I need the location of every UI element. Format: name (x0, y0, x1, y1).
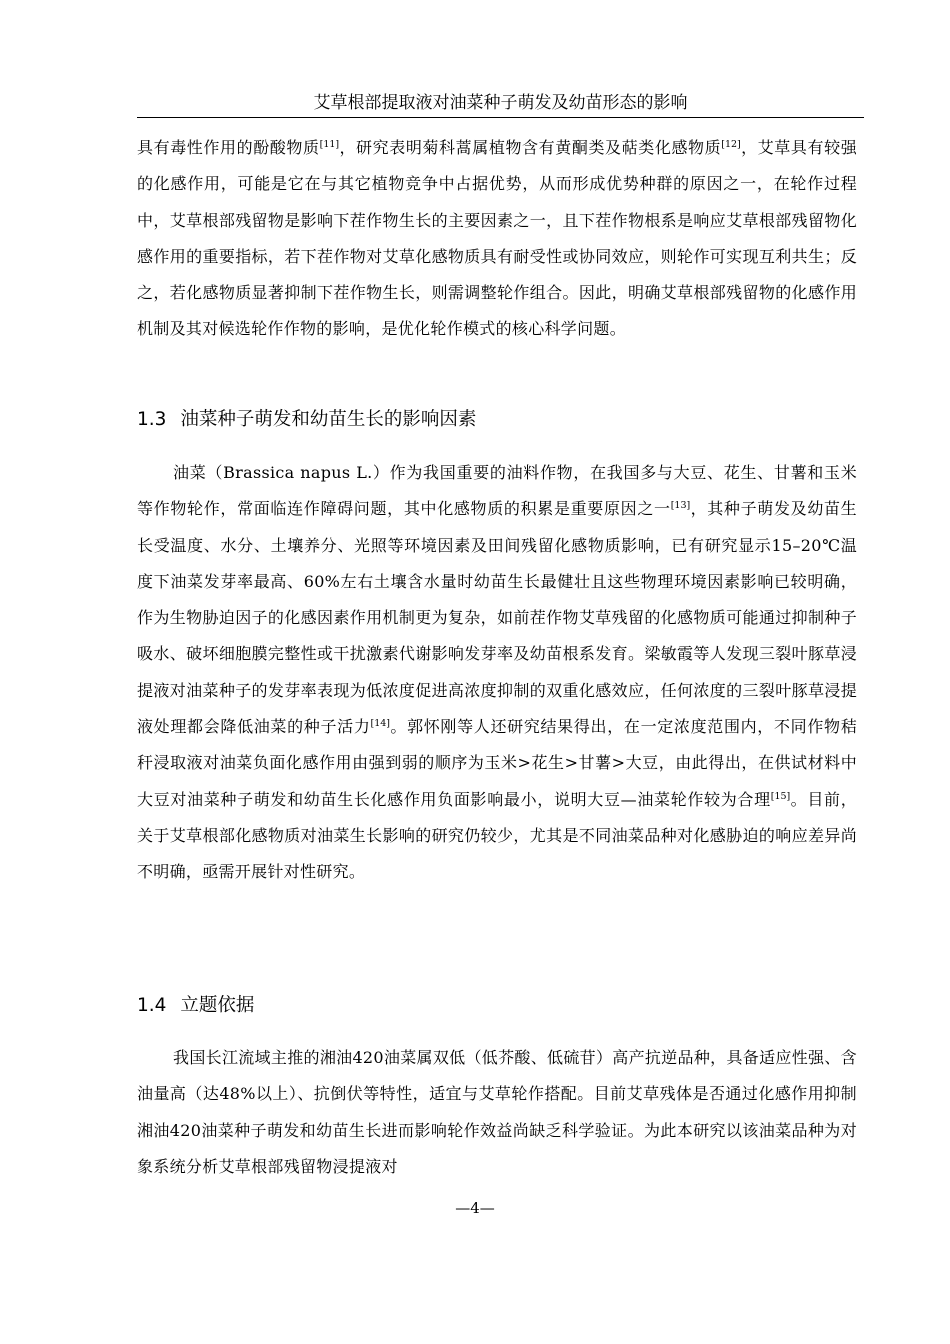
section-title: 立题依据 (180, 995, 255, 1016)
header-rule (137, 117, 864, 118)
paragraph-text: 具有毒性作用的酚酸物质 (137, 138, 320, 157)
paragraph-text: 。郭怀刚等人还研究结果得出，在一定浓度范围内，不同作物秸秆浸取液对油菜负面化感作用由强到弱的顺序为玉米>花生>甘薯>大豆，由此得出，在供试材料中大豆对油菜种子萌发和幼苗生长化感作用负面影响最小，说明大豆—油菜轮作较为合理 (137, 717, 857, 809)
paragraph-allelopathy-rotation (137, 130, 857, 348)
section-heading-1-4 (137, 993, 254, 1019)
section-number: 1.4 (137, 995, 167, 1016)
paragraph-text: ，艾草具有较强的化感作用，可能是它在与其它植物竞争中占据优势，从而形成优势种群的原因之一，在轮作过程中，艾草根部残留物是影响下茬作物生长的主要因素之一，且下茬作物根系是响应艾草根部残留物化感作用的重要指标，若下茬作物对艾草化感物质具有耐受性或协同效应，则轮作可实现互利共生；反之，若化感物质显著抑制下茬作物生长，则需调整轮作组合。因此，明确艾草根部残留物的化感作用机制及其对候选轮作作物的影响，是优化轮作模式的核心科学问题。 (137, 138, 857, 339)
paragraph-text: ，其种子萌发及幼苗生长受温度、水分、土壤养分、光照等环境因素及田间残留化感物质影响，已有研究显示15–20℃温度下油菜发芽率最高、60%左右土壤含水量时幼苗生长最健壮且这些物理环境因素影响已较明确，作为生物胁迫因子的化感因素作用机制更为复杂，如前茬作物艾草残留的化感物质可能通过抑制种子吸水、破坏细胞膜完整性或干扰激素代谢影响发芽率及幼苗根系发育。梁敏霞等人发现三裂叶豚草浸提液对油菜种子的发芽率表现为低浓度促进高浓度抑制的双重化感效应，任何浓度的三裂叶豚草浸提液处理都会降低油菜的种子活力 (137, 499, 857, 737)
section-heading-1-3 (137, 407, 476, 433)
paragraph-research-basis (137, 1040, 857, 1185)
section-number: 1.3 (137, 409, 167, 430)
paragraph-text: 油菜（Brassica napus L.）作为我国重要的油料作物，在我国多与大豆、花生、甘薯和玉米等作物轮作，常面临连作障碍问题，其中化感物质的积累是重要原因之一 (137, 463, 857, 519)
page-number: —4— (455, 1199, 495, 1217)
citation-ref: [11] (319, 139, 340, 150)
citation-ref: [12] (721, 139, 741, 150)
section-title: 油菜种子萌发和幼苗生长的影响因素 (180, 409, 477, 430)
paragraph-text: ，研究表明菊科蒿属植物含有黄酮类及萜类化感物质 (339, 138, 722, 157)
citation-ref: [15] (770, 790, 791, 802)
running-header: 艾草根部提取液对油菜种子萌发及幼苗形态的影响 (313, 93, 688, 113)
paragraph-text: 我国长江流域主推的湘油420油菜属双低（低芥酸、低硫苷）高产抗逆品种，具备适应性强、含油量高（达48%以上）、抗倒伏等特性，适宜与艾草轮作搭配。目前艾草残体是否通过化感作用抑制湘油420油菜种子萌发和幼苗生长进而影响轮作效益尚缺乏科学验证。为此本研究以该油菜品种为对象系统分析艾草根部残留物浸提液对 (137, 1048, 857, 1176)
citation-ref: [13] (670, 500, 691, 512)
citation-ref: [14] (370, 718, 391, 730)
paragraph-rapeseed-factors (137, 455, 857, 891)
paragraph-text: 。目前，关于艾草根部化感物质对油菜生长影响的研究仍较少，尤其是不同油菜品种对化感胁迫的响应差异尚不明确，亟需开展针对性研究。 (137, 789, 857, 882)
